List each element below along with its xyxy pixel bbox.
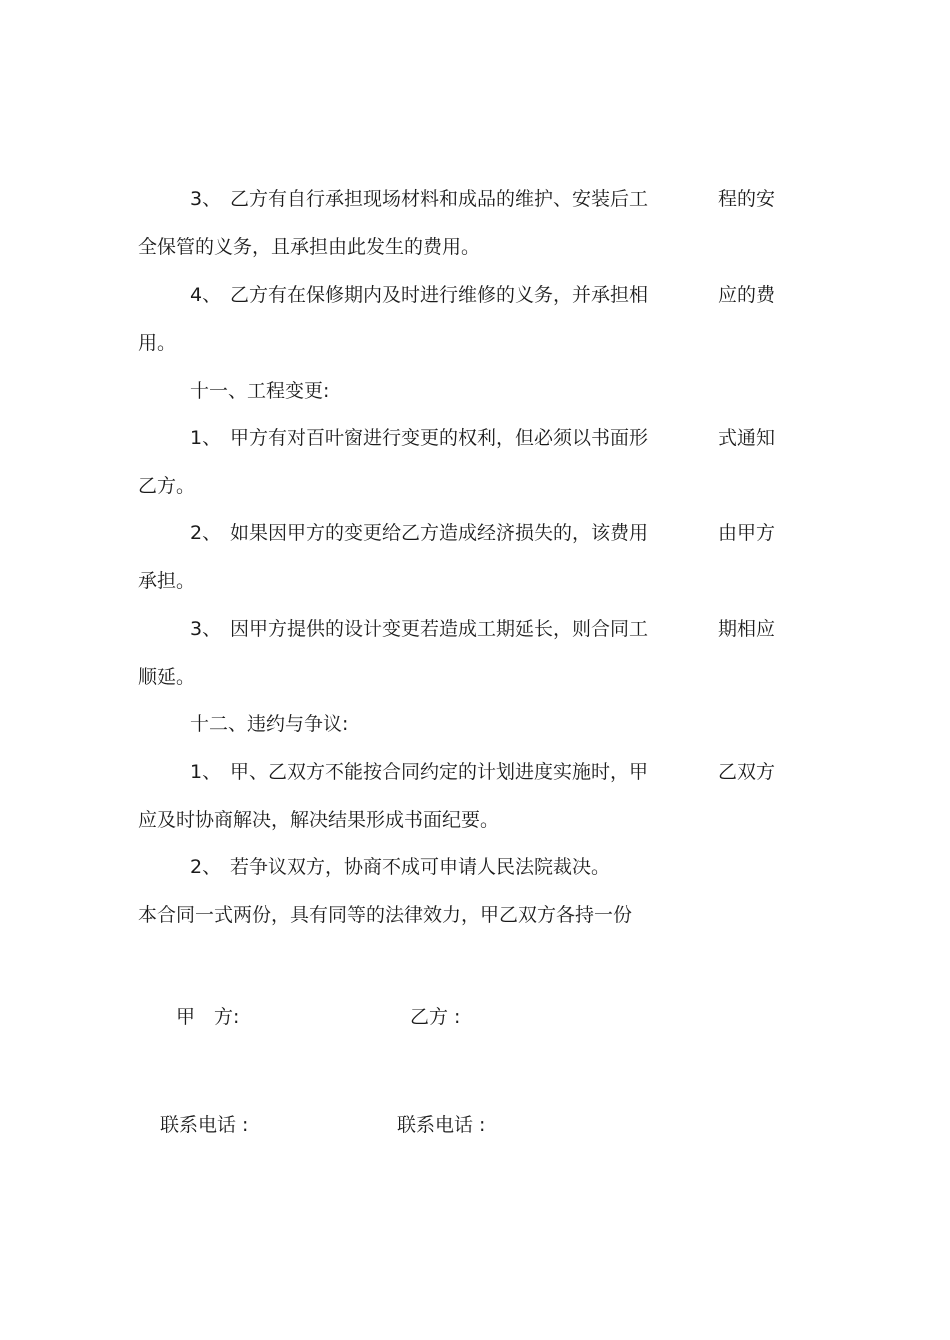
clause-text: 甲、乙双方不能按合同约定的计划进度实施时，甲	[230, 761, 649, 783]
clause-text: 如果因甲方的变更给乙方造成经济损失的，该费用	[230, 522, 649, 544]
sec12-clause-1-continuation: 应及时协商解决，解决结果形成书面纪要。	[138, 809, 500, 831]
clause-number: 2、	[190, 522, 222, 544]
section-11-heading: 十一、工程变更:	[190, 380, 330, 402]
clause-text: 乙方有在保修期内及时进行维修的义务，并承担相	[230, 284, 649, 306]
sec12-clause-2	[190, 854, 610, 880]
clause-4	[190, 282, 648, 308]
clause-text: 因甲方提供的设计变更若造成工期延长，则合同工	[230, 618, 649, 640]
party-b-label: 乙方 :	[410, 1006, 461, 1028]
clause-number: 2、	[190, 856, 222, 878]
party-b-phone-label: 联系电话 :	[397, 1114, 486, 1136]
sec11-clause-1	[190, 425, 648, 451]
sec11-clause-2-continuation: 承担。	[138, 570, 196, 592]
clause-3	[190, 186, 648, 212]
sec11-clause-1-tail: 式通知	[718, 427, 776, 449]
sec12-clause-1	[190, 759, 648, 785]
clause-number: 4、	[190, 284, 222, 306]
clause-4-continuation: 用。	[138, 332, 177, 354]
closing-statement: 本合同一式两份，具有同等的法律效力，甲乙双方各持一份	[138, 904, 633, 926]
clause-text: 甲方有对百叶窗进行变更的权利，但必须以书面形	[230, 427, 649, 449]
sec11-clause-2	[190, 520, 648, 546]
clause-text: 乙方有自行承担现场材料和成品的维护、安装后工	[230, 188, 649, 210]
clause-3-continuation: 全保管的义务，且承担由此发生的费用。	[138, 236, 481, 258]
clause-number: 1、	[190, 427, 222, 449]
clause-number: 1、	[190, 761, 222, 783]
clause-4-tail: 应的费	[718, 284, 776, 306]
sec11-clause-1-continuation: 乙方。	[138, 475, 196, 497]
clause-text: 若争议双方，协商不成可申请人民法院裁决。	[230, 856, 611, 878]
party-a-label: 甲 方:	[176, 1006, 240, 1028]
clause-number: 3、	[190, 618, 222, 640]
clause-3-tail: 程的安	[718, 188, 776, 210]
sec11-clause-3-tail: 期相应	[718, 618, 776, 640]
party-a-phone-label: 联系电话 :	[160, 1114, 249, 1136]
section-12-heading: 十二、违约与争议:	[190, 713, 349, 735]
clause-number: 3、	[190, 188, 222, 210]
sec11-clause-3	[190, 616, 648, 642]
sec11-clause-2-tail: 由甲方	[718, 522, 776, 544]
sec12-clause-1-tail: 乙双方	[718, 761, 776, 783]
sec11-clause-3-continuation: 顺延。	[138, 666, 196, 688]
